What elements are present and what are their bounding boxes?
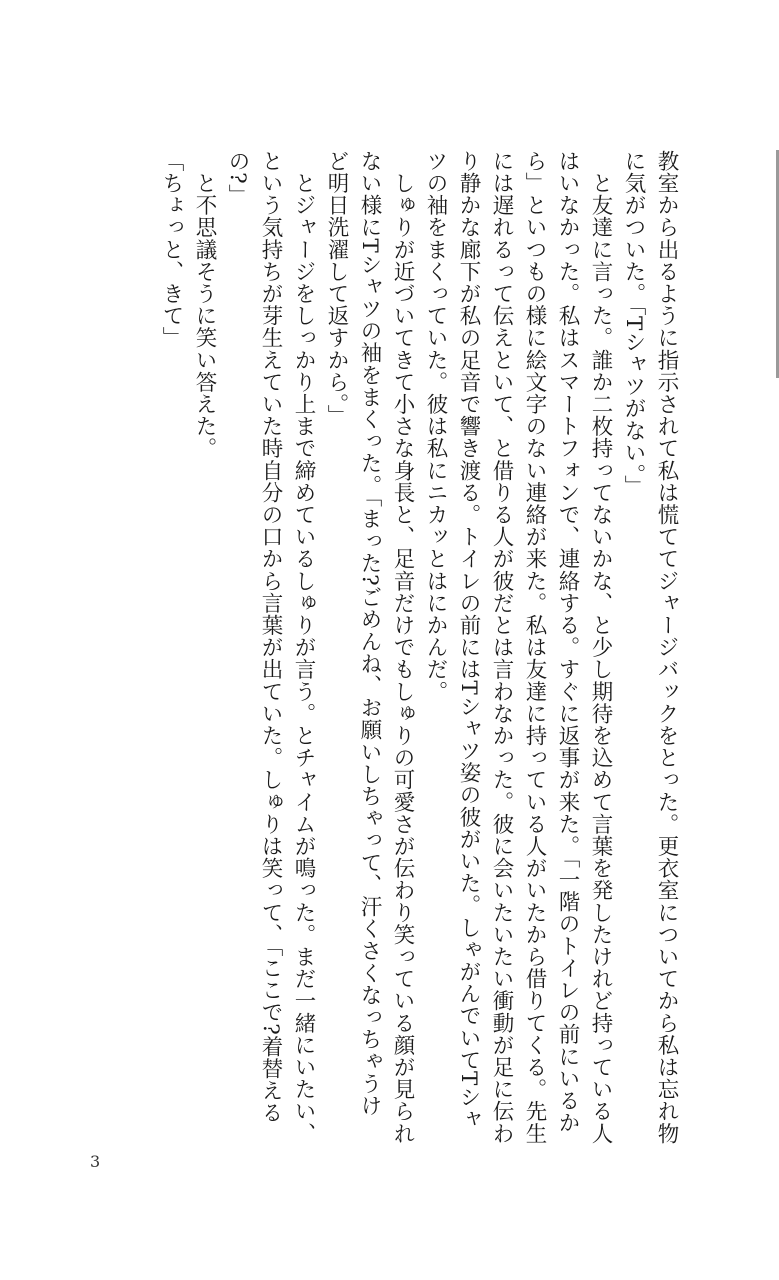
text-line: 「ちょっと、きて」 <box>159 150 184 349</box>
text-line: と友達に言った。誰か二枚持ってないかな、と少し期待を込めて言葉を発したけれど持っている人 <box>588 150 613 1145</box>
text-line: に気がついた。「Tシャツがない。」 <box>621 150 646 498</box>
text-line: ツの袖をまくっていた。彼は私にニカッとはにかんだ。 <box>423 150 448 703</box>
page-number: 3 <box>90 1152 101 1171</box>
text-line: ない様にTシャツの袖をまくった。「まった?ごめんね、お願いしちゃって、汗くさくなっちゃうけ <box>357 150 382 1117</box>
text-line: ど明日洗濯して返すから。」 <box>324 150 349 427</box>
text-line: という気持ちが芽生えていた時自分の口から言葉が出ていた。しゅりは笑って、「ここで?着替える <box>258 150 283 1124</box>
text-line: はいなかった。私はスマートフォンで、連絡する。すぐに返事が来た。「一階のトイレの前にいるか <box>555 150 580 1134</box>
text-line: には遅れるって伝えといて、と借りる人が彼だとは言わなかった。彼に会いたいたい衝動が足に伝わ <box>489 150 514 1145</box>
text-line: しゅりが近づいてきて小さな身長と、足音だけでもしゅりの可愛さが伝わり笑っている顔が見られ <box>390 150 415 1145</box>
text-line: り静かな廊下が私の足音で響き渡る。トイレの前にはTシャツ姿の彼がいた。しゃがんでいてTシャ <box>456 150 481 1131</box>
text-line: とジャージをしっかり上まで締めているしゅりが言う。とチャイムが鳴った。まだ一緒にいたい、 <box>291 150 316 1145</box>
text-line: の?」 <box>225 150 250 207</box>
text-line: と不思議そうに笑い答えた。 <box>192 150 217 460</box>
text-line: ら」といつもの様に絵文字のない連絡が来た。私は友達に持っている人がいたから借りてくる。先生 <box>522 150 547 1145</box>
body-text <box>155 150 683 1150</box>
text-line: 教室から出るように指示されて私は慌ててジャージバックをとった。更衣室についてから私は忘れ物 <box>654 150 679 1145</box>
